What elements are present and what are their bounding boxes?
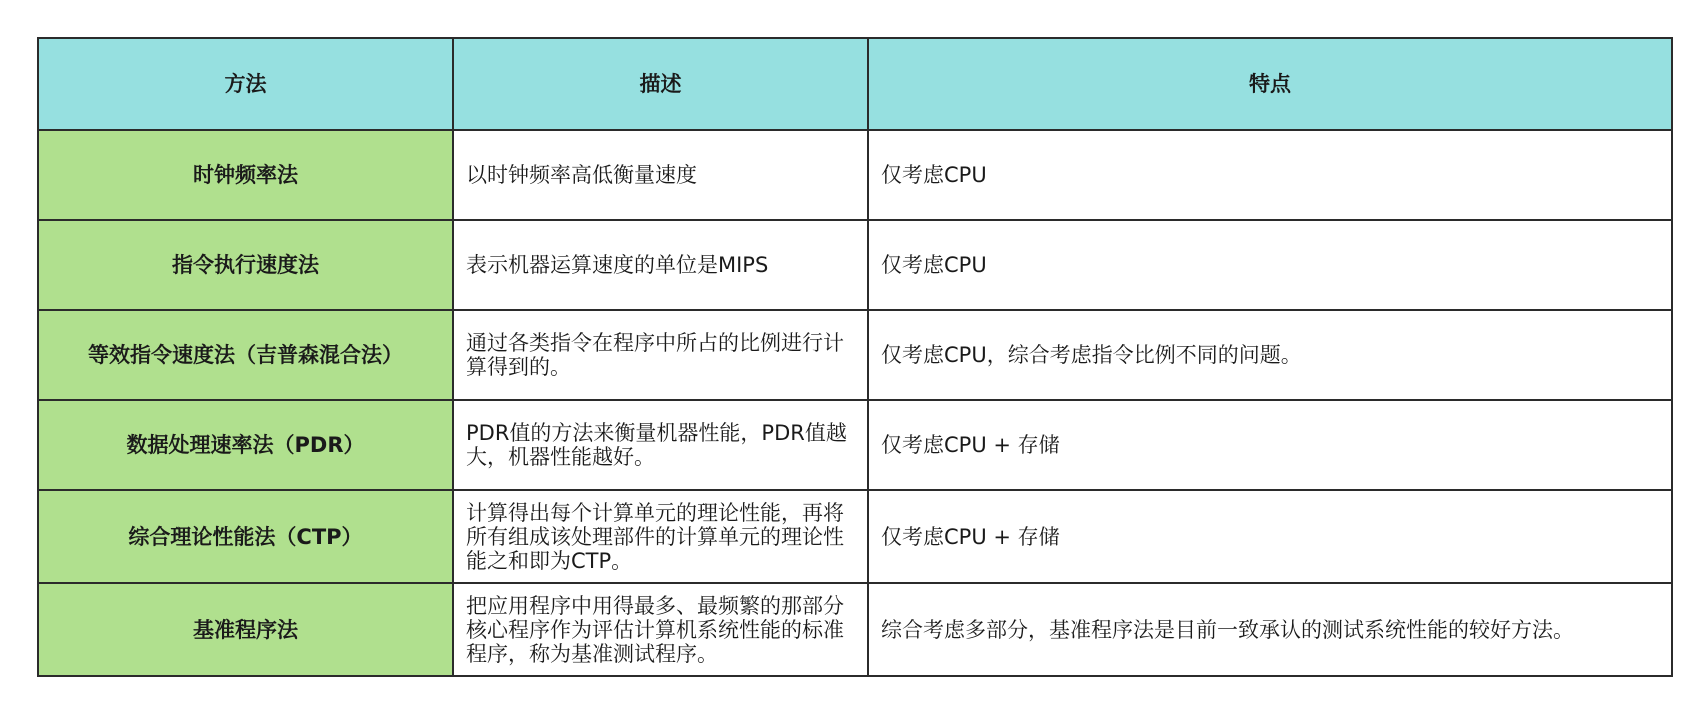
description-cell: 把应用程序中用得最多、最频繁的那部分核心程序作为评估计算机系统性能的标准程序，称为基准测试程序。 (453, 583, 868, 676)
header-row (38, 38, 1672, 130)
header-method: 方法 (38, 38, 453, 130)
table-row (38, 400, 1672, 490)
features-cell: 综合考虑多部分，基准程序法是目前一致承认的测试系统性能的较好方法。 (868, 583, 1672, 676)
table-row (38, 310, 1672, 400)
description-cell: 表示机器运算速度的单位是MIPS (453, 220, 868, 310)
features-cell: 仅考虑CPU (868, 130, 1672, 220)
table-row (38, 130, 1672, 220)
description-cell: 计算得出每个计算单元的理论性能，再将所有组成该处理部件的计算单元的理论性能之和即为CTP。 (453, 490, 868, 583)
features-cell: 仅考虑CPU，综合考虑指令比例不同的问题。 (868, 310, 1672, 400)
features-cell: 仅考虑CPU + 存储 (868, 400, 1672, 490)
method-cell: 时钟频率法 (38, 130, 453, 220)
table-row (38, 583, 1672, 676)
description-cell: 通过各类指令在程序中所占的比例进行计算得到的。 (453, 310, 868, 400)
method-cell: 指令执行速度法 (38, 220, 453, 310)
method-cell: 等效指令速度法（吉普森混合法） (38, 310, 453, 400)
header-description: 描述 (453, 38, 868, 130)
table-row (38, 490, 1672, 583)
method-cell: 基准程序法 (38, 583, 453, 676)
table-row (38, 220, 1672, 310)
description-cell: PDR值的方法来衡量机器性能，PDR值越大，机器性能越好。 (453, 400, 868, 490)
header-features: 特点 (868, 38, 1672, 130)
methods-table-wrapper (37, 37, 1673, 677)
features-cell: 仅考虑CPU (868, 220, 1672, 310)
method-cell: 综合理论性能法（CTP） (38, 490, 453, 583)
methods-table (37, 37, 1673, 677)
description-cell: 以时钟频率高低衡量速度 (453, 130, 868, 220)
features-cell: 仅考虑CPU + 存储 (868, 490, 1672, 583)
method-cell: 数据处理速率法（PDR） (38, 400, 453, 490)
